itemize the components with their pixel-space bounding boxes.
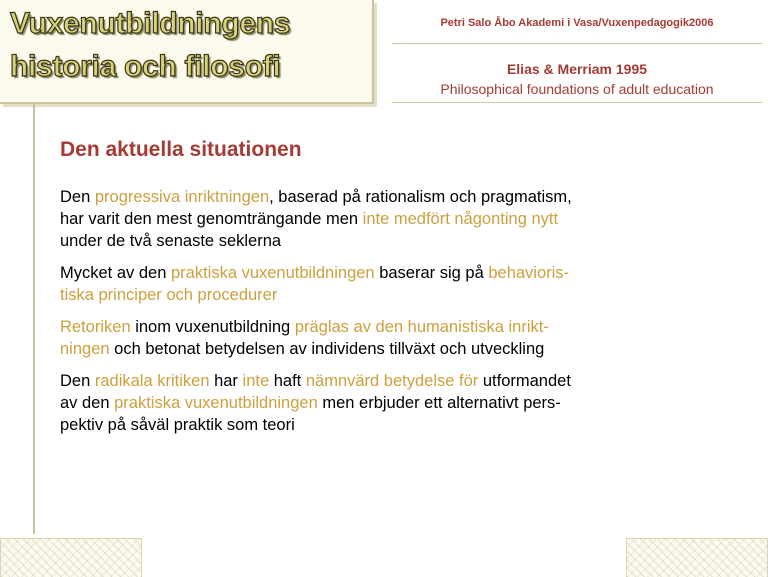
body-text: av den <box>60 394 115 412</box>
highlighted-text: behavioris- <box>488 264 570 282</box>
highlighted-text: inte <box>242 372 270 390</box>
paragraph-line <box>60 232 281 250</box>
body-paragraph <box>60 370 750 436</box>
paragraph-line <box>60 394 561 412</box>
body-paragraph <box>60 262 750 306</box>
body-text: och betonat betydelsen av individens tillväxt och utveckling <box>109 340 545 358</box>
section-title: Den aktuella situationen <box>60 138 302 161</box>
body-text: Den <box>60 188 95 206</box>
paragraph-line <box>60 264 569 282</box>
paragraph-line <box>60 188 572 206</box>
slide-title-line-2: historia och filosofi <box>10 50 281 83</box>
body-text: utformandet <box>478 372 571 390</box>
body-text: har <box>209 372 243 390</box>
body-text: har varit den mest genomträngande men <box>60 210 363 228</box>
reference-divider <box>392 102 762 103</box>
highlighted-text: progressiva inriktningen <box>94 188 270 206</box>
body-text: men erbjuder ett alternativt pers- <box>317 394 561 412</box>
paragraph-line <box>60 210 558 228</box>
vertical-rule <box>33 104 35 534</box>
corner-ornament-right <box>626 538 768 577</box>
highlighted-text: radikala kritiken <box>94 372 210 390</box>
slide-title-line-1: Vuxenutbildningens <box>10 7 291 40</box>
header-divider <box>392 43 762 44</box>
header-credit: Petri Salo Åbo Akademi i Vasa/Vuxenpedagogik2006 <box>440 17 714 29</box>
highlighted-text: praktiska vuxenutbildningen <box>114 394 318 412</box>
highlighted-text: praktiska vuxenutbildningen <box>170 264 375 282</box>
highlighted-text: inte medfört någonting nytt <box>362 210 559 228</box>
body-text: under de två senaste seklerna <box>60 232 282 250</box>
paragraph-line <box>60 318 549 336</box>
highlighted-text: nämnvärd betydelse för <box>305 372 479 390</box>
body-text: , baserad på rationalism och pragmatism, <box>269 188 572 206</box>
body-text: Den <box>60 372 95 390</box>
reference-author: Elias & Merriam 1995 <box>506 61 648 77</box>
highlighted-text: Retoriken <box>60 318 131 336</box>
body-text: Mycket av den <box>60 264 171 282</box>
highlighted-text: präglas av den humanistiska inrikt- <box>294 318 549 336</box>
body-text: baserar sig på <box>374 264 489 282</box>
corner-ornament-left <box>0 538 142 577</box>
highlighted-text: tiska principer och procedurer <box>60 286 278 304</box>
paragraph-line <box>60 286 277 304</box>
title-box <box>0 0 374 104</box>
paragraph-line <box>60 416 295 434</box>
paragraph-line <box>60 372 571 390</box>
body-text: inom vuxenutbildning <box>130 318 295 336</box>
body-paragraph <box>60 186 750 252</box>
body-content <box>60 186 750 446</box>
body-text: haft <box>269 372 306 390</box>
body-paragraph <box>60 316 750 360</box>
body-text: pektiv på såväl praktik som teori <box>60 416 295 434</box>
reference-title: Philosophical foundations of adult education <box>440 81 714 97</box>
highlighted-text: ningen <box>60 340 110 358</box>
paragraph-line <box>60 340 544 358</box>
